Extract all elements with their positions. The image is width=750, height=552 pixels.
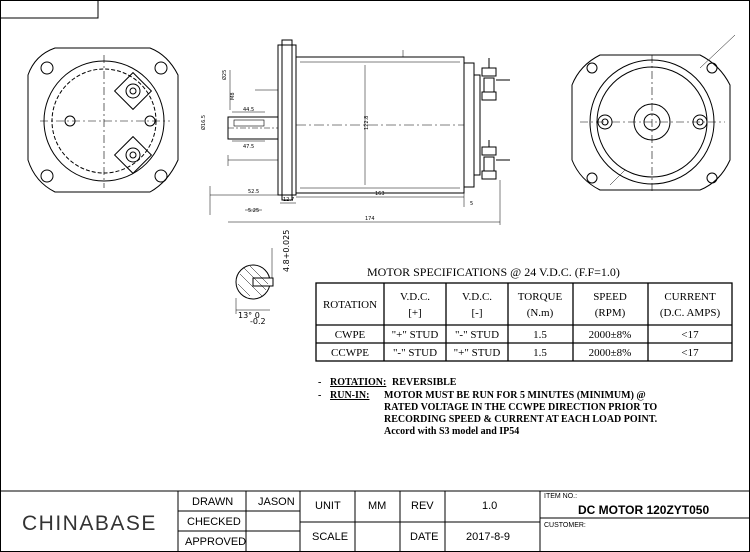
note-runin-line-2: RATED VOLTAGE IN THE CCWPE DIRECTION PRIOR TO xyxy=(384,402,658,413)
header-speed-sub: (RPM) xyxy=(594,307,626,319)
dim-122-8: 122.8 xyxy=(364,115,370,130)
dim-5: 5 xyxy=(470,201,474,207)
note-runin-line-3: RECORDING SPEED & CURRENT AT EACH LOAD POINT. xyxy=(384,414,658,425)
checked-label: CHECKED xyxy=(187,516,241,528)
row1-current: <17 xyxy=(681,329,699,341)
item-no-value: DC MOTOR 120ZYT050 xyxy=(578,503,710,517)
customer-label: CUSTOMER: xyxy=(544,522,586,529)
scale-label: SCALE xyxy=(312,531,349,543)
side-view-dims xyxy=(200,70,473,222)
date-value: 2017-8-9 xyxy=(466,531,511,543)
row1-rotation: CWPE xyxy=(334,329,366,341)
drawn-label: DRAWN xyxy=(192,496,234,508)
row2-torque: 1.5 xyxy=(533,347,547,359)
row1-torque: 1.5 xyxy=(533,329,547,341)
note-runin-label: RUN-IN: xyxy=(330,390,370,401)
header-rotation: ROTATION xyxy=(322,299,378,311)
row2-rotation: CCWPE xyxy=(331,347,369,359)
dim-16-5: Ø16.5 xyxy=(201,114,207,130)
header-vdc-plus-sub: [+] xyxy=(408,307,422,319)
dim-163: 163 xyxy=(375,191,385,197)
note-rotation-label: ROTATION: xyxy=(330,377,387,388)
svg-text:-: - xyxy=(318,390,322,401)
header-current: CURRENT xyxy=(664,291,716,303)
header-torque: TORQUE xyxy=(517,291,563,303)
row1-vdc-minus: "-" STUD xyxy=(454,329,500,341)
row2-vdc-minus: "+" STUD xyxy=(453,347,501,359)
rev-value: 1.0 xyxy=(482,500,498,512)
header-current-sub: (D.C. AMPS) xyxy=(659,307,721,319)
spec-title: MOTOR SPECIFICATIONS @ 24 V.D.C. (F.F=1.0) xyxy=(367,265,620,279)
dim-m8: M8 xyxy=(230,92,236,100)
left-end-view xyxy=(28,48,178,192)
unit-label: UNIT xyxy=(315,500,341,512)
shaft-diameter-dim: 4.8+0.025 xyxy=(282,229,291,272)
dim-12-7: 12.7 xyxy=(283,197,295,203)
notes xyxy=(318,377,658,437)
dim-47-5: 47.5 xyxy=(243,144,255,150)
row2-current: <17 xyxy=(681,347,699,359)
dim-174: 174 xyxy=(365,216,375,222)
header-vdc-minus-sub: [-] xyxy=(471,307,483,319)
key-width-dim: 13° 0 xyxy=(238,311,260,320)
dim-52-5: 52.5 xyxy=(248,189,260,195)
note-runin-line-4: Accord with S3 model and IP54 xyxy=(384,426,520,437)
header-vdc-plus: V.D.C. xyxy=(399,291,431,303)
row2-speed: 2000±8% xyxy=(588,347,632,359)
header-torque-sub: (N.m) xyxy=(526,307,554,319)
header-vdc-minus: V.D.C. xyxy=(461,291,493,303)
unit-value: MM xyxy=(368,500,387,512)
dim-25: Ø25 xyxy=(222,69,228,80)
approved-label: APPROVED xyxy=(185,536,247,548)
shaft-section xyxy=(236,248,273,314)
right-end-view xyxy=(572,35,735,192)
dim-5-25: 5.25 xyxy=(248,208,260,214)
company-name: CHINABASE xyxy=(22,512,157,535)
note-rotation-value: REVERSIBLE xyxy=(392,377,457,388)
spec-table xyxy=(316,265,732,361)
drawn-value: JASON xyxy=(258,496,295,508)
header-speed: SPEED xyxy=(593,291,627,303)
note-runin-line-1: MOTOR MUST BE RUN FOR 5 MINUTES (MINIMUM) @ xyxy=(384,390,646,401)
side-view xyxy=(210,40,510,225)
corner-box xyxy=(0,0,98,18)
rev-label: REV xyxy=(411,500,434,512)
date-label: DATE xyxy=(410,531,439,543)
row1-vdc-plus: "+" STUD xyxy=(391,329,439,341)
row1-speed: 2000±8% xyxy=(588,329,632,341)
dim-44-5: 44.5 xyxy=(243,107,255,113)
title-block xyxy=(0,491,750,552)
key-tolerance-dim: -0.2 xyxy=(250,317,266,326)
item-no-label: ITEM NO.: xyxy=(544,493,578,500)
svg-text:-: - xyxy=(318,377,322,388)
row2-vdc-plus: "-" STUD xyxy=(392,347,438,359)
